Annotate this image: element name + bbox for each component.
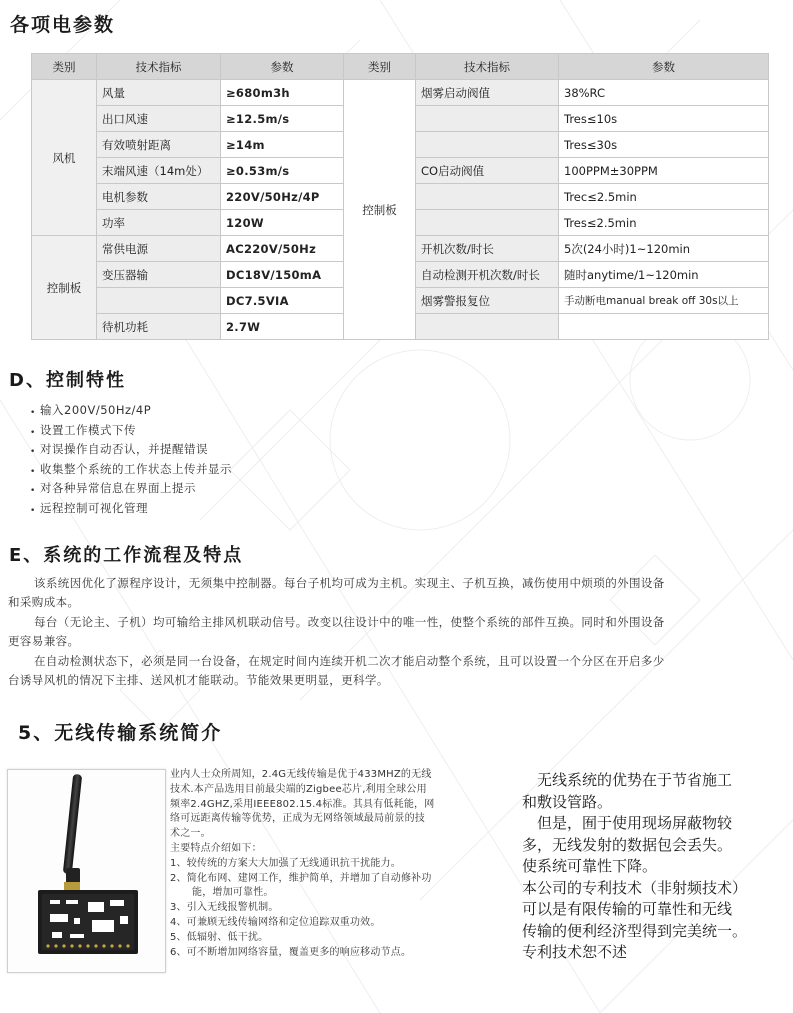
paragraph-line: 在自动检测状态下，必须是同一台设备，在规定时间内连续开机二次才能启动整个系统，且可以设置一个分区在开启多少 (34, 653, 665, 668)
group-control-left: 控制板 (32, 236, 97, 340)
text-line: 使系统可靠性下降。 (522, 857, 658, 875)
spec-table (31, 53, 769, 340)
wireless-module-icon (8, 770, 165, 972)
list-item: • 收集整个系统的工作状态上传并显示 (30, 460, 232, 480)
right-value: Tres≤30s (559, 132, 769, 158)
text-line: 可以是有限传输的可靠性和无线 (522, 900, 733, 918)
text-line: 传输的便利经济型得到完美统一。 (522, 921, 748, 940)
paragraph-line: 更容易兼容。 (8, 634, 80, 649)
wireless-advantage-text (522, 770, 790, 964)
right-indicator (416, 184, 559, 210)
left-indicator: 待机功耗 (97, 314, 221, 340)
right-indicator (416, 132, 559, 158)
right-value: 手动断电manual break off 30s以上 (559, 288, 769, 314)
right-indicator: 开机次数/时长 (416, 236, 559, 262)
left-value: ≥12.5m/s (221, 106, 344, 132)
text-line: 6、可不断增加网络容量，覆盖更多的响应移动节点。 (170, 946, 412, 958)
text-line: 业内人士众所周知，2.4G无线传输是优于433MHZ的无线 (170, 769, 432, 780)
list-item: • 对各种异常信息在界面上提示 (30, 479, 232, 499)
group-fan: 风机 (32, 80, 97, 236)
control-features-list (30, 401, 232, 519)
left-indicator: 电机参数 (97, 184, 221, 210)
header-category: 类别 (344, 54, 416, 80)
right-indicator (416, 314, 559, 340)
table-header-row (32, 54, 769, 80)
left-value: 220V/50Hz/4P (221, 184, 344, 210)
text-line: 能，增加可靠性。 (192, 887, 274, 899)
left-value: ≥680m3h (221, 80, 344, 106)
right-indicator: CO启动阀值 (416, 158, 559, 184)
left-value: ≥14m (221, 132, 344, 158)
header-parameter: 参数 (221, 54, 344, 80)
text-line: 络可远距离传输等优势，正成为无网络领域最局前景的技 (170, 813, 425, 825)
list-item: • 远程控制可视化管理 (30, 499, 232, 519)
text-line: 多，无线发射的数据包会丢失。 (522, 835, 733, 854)
text-line: 技术.本产品选用目前最尖端的Zigbee芯片,利用全球公用 (170, 783, 427, 795)
left-indicator: 有效喷射距离 (97, 132, 221, 158)
right-indicator (416, 210, 559, 236)
right-value (559, 314, 769, 340)
wireless-intro-text (170, 768, 500, 960)
text-line: 专利技术恕不述 (522, 943, 628, 961)
right-value: Tres≤10s (559, 106, 769, 132)
text-line: 术之一。 (170, 828, 211, 840)
text-line: 1、较传统的方案大大加强了无线通讯抗干扰能力。 (170, 857, 401, 869)
list-item: • 设置工作模式下传 (30, 421, 232, 441)
list-item: • 输入200V/50Hz/4P (30, 401, 232, 421)
right-value: Tres≤2.5min (559, 210, 769, 236)
section-e-title: E、系统的工作流程及特点 (9, 545, 244, 566)
left-value: DC18V/150mA (221, 262, 344, 288)
list-item: • 对误操作自动否认，并提醒错误 (30, 440, 232, 460)
paragraph-line: 该系统因优化了源程序设计，无须集中控制器。每台子机均可成为主机。实现主、子机互换，减伤使用中烦琐的外围设备 (34, 576, 665, 590)
header-indicator: 技术指标 (416, 54, 559, 80)
text-line: 无线系统的优势在于节省施工 (522, 771, 733, 789)
group-control-right: 控制板 (344, 80, 416, 340)
left-indicator: 末端风速（14m处） (97, 158, 221, 184)
text-line: 但是，囿于使用现场屏蔽物较 (522, 814, 733, 832)
right-value: Trec≤2.5min (559, 184, 769, 210)
right-value: 100PPM±30PPM (559, 158, 769, 184)
header-parameter: 参数 (559, 54, 769, 80)
right-value: 随时anytime/1~120min (559, 262, 769, 288)
section-5-title: 5、无线传输系统简介 (18, 722, 223, 744)
text-line: 5、低辐射、低干扰。 (170, 931, 269, 943)
text-line: 本公司的专利技术（非射频技术） (522, 878, 748, 897)
right-value: 5次(24小时)1~120min (559, 236, 769, 262)
left-value: 2.7W (221, 314, 344, 340)
text-line: 和敷设管路。 (522, 792, 613, 811)
right-indicator: 自动检测开机次数/时长 (416, 262, 559, 288)
paragraph-line: 和采购成本。 (8, 595, 80, 610)
left-indicator: 出口风速 (97, 106, 221, 132)
right-indicator (416, 106, 559, 132)
workflow-paragraphs (8, 574, 786, 690)
wireless-module-image (7, 769, 166, 973)
left-value: 120W (221, 210, 344, 236)
section-d-title: D、控制特性 (9, 370, 126, 391)
paragraph-line: 台诱导风机的情况下主排、送风机才能联动。节能效果更明显，更科学。 (8, 673, 389, 688)
left-indicator (97, 288, 221, 314)
table-row (32, 80, 769, 106)
header-indicator: 技术指标 (97, 54, 221, 80)
left-value: DC7.5VIA (221, 288, 344, 314)
left-indicator: 常供电源 (97, 236, 221, 262)
left-value: ≥0.53m/s (221, 158, 344, 184)
page-title: 各项电参数 (10, 14, 116, 36)
right-indicator: 烟雾启动阀值 (416, 80, 559, 106)
text-line: 4、可兼顾无线传输网络和定位追踪双重功效。 (170, 916, 381, 928)
text-line: 2、简化布网、建网工作，维护简单，并增加了自动修补功 (170, 872, 432, 884)
text-line: 主要特点介绍如下： (170, 842, 262, 854)
left-indicator: 变压器输 (97, 262, 221, 288)
paragraph-line: 每台（无论主、子机）均可输给主排风机联动信号。改变以往设计中的唯一性，使整个系统的部件互换。同时和外围设备 (34, 614, 665, 629)
right-indicator: 烟雾警报复位 (416, 288, 559, 314)
text-line: 3、引入无线报警机制。 (170, 902, 279, 914)
right-value: 38%RC (559, 80, 769, 106)
left-indicator: 功率 (97, 210, 221, 236)
left-indicator: 风量 (97, 80, 221, 106)
header-category: 类别 (32, 54, 97, 80)
left-value: AC220V/50Hz (221, 236, 344, 262)
text-line: 频率2.4GHZ,采用IEEE802.15.4标准。其具有低耗能，网 (170, 798, 435, 810)
